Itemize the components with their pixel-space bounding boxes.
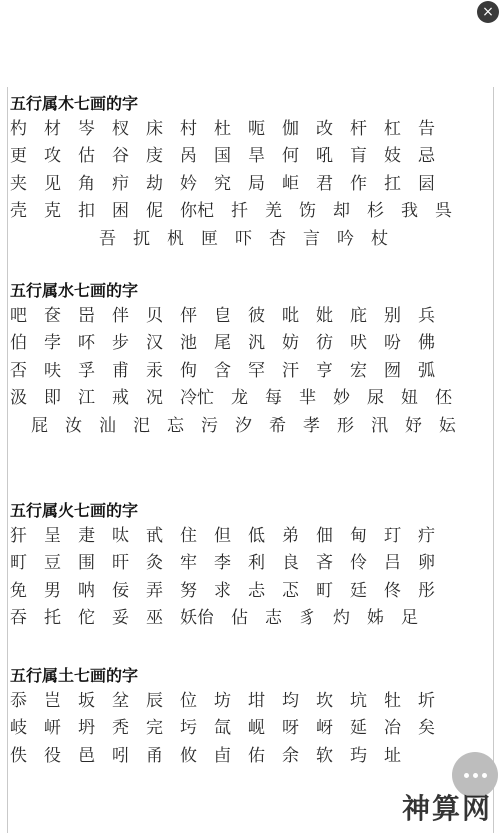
- character-item: 扤: [133, 228, 150, 249]
- char-row: [10, 357, 494, 385]
- character-item: 氙: [214, 718, 231, 739]
- character-item: 何: [282, 146, 299, 167]
- character-item: 困: [112, 201, 129, 222]
- close-icon: ×: [482, 4, 494, 20]
- character-item: 汎: [248, 333, 265, 354]
- char-row: [10, 522, 494, 550]
- character-item: 忝: [10, 690, 27, 711]
- char-row: [10, 687, 494, 715]
- character-item: 江: [78, 388, 95, 409]
- character-item: 汜: [133, 415, 150, 436]
- character-item: 姊: [367, 608, 384, 629]
- character-item: 杖: [371, 228, 388, 249]
- character-item: 攻: [44, 146, 61, 167]
- character-item: 圬: [180, 718, 197, 739]
- character-item: 巫: [146, 608, 163, 629]
- character-item: 冶: [384, 718, 401, 739]
- character-item: 旰: [112, 553, 129, 574]
- character-item: 庋: [146, 146, 163, 167]
- character-item: 攸: [180, 745, 197, 766]
- character-item: 妞: [401, 388, 418, 409]
- character-item: 址: [384, 745, 401, 766]
- char-row: [10, 715, 494, 743]
- character-item: 作: [350, 173, 367, 194]
- character-item: 岂: [44, 690, 61, 711]
- character-item: 岍: [44, 718, 61, 739]
- character-item: 忘: [167, 415, 184, 436]
- character-item: 役: [44, 745, 61, 766]
- character-item: 努: [180, 580, 197, 601]
- character-item: 足: [401, 608, 418, 629]
- character-item: 佃: [316, 525, 333, 546]
- character-item: 甙: [146, 525, 163, 546]
- character-item: 玎: [384, 525, 401, 546]
- character-item: 吝: [316, 553, 333, 574]
- character-item: 匣: [201, 228, 218, 249]
- section-title: 五行属水七画的字: [10, 281, 139, 300]
- char-grid: [10, 302, 494, 440]
- character-item: 汗: [282, 360, 299, 381]
- character-item: 否: [10, 360, 27, 381]
- character-item: 均: [282, 690, 299, 711]
- character-item: 疔: [418, 525, 435, 546]
- character-item: 杓: [10, 118, 27, 139]
- character-item: 佚: [10, 745, 27, 766]
- character-item: 杆: [350, 118, 367, 139]
- character-item: 软: [316, 745, 333, 766]
- character-item: 忑: [282, 580, 299, 601]
- character-item: 吲: [112, 745, 129, 766]
- character-item: 岑: [78, 118, 95, 139]
- character-item: 村: [180, 118, 197, 139]
- character-item: 吞: [10, 608, 27, 629]
- character-item: 扦: [231, 201, 248, 222]
- character-item: 吡: [282, 305, 299, 326]
- character-item: 求: [214, 580, 231, 601]
- character-item: 妣: [316, 305, 333, 326]
- character-item: 汝: [65, 415, 82, 436]
- character-item: 池: [180, 333, 197, 354]
- character-item: 劫: [146, 173, 163, 194]
- character-item: 吩: [384, 333, 401, 354]
- char-grid: [10, 687, 494, 770]
- character-item: 宏: [350, 360, 367, 381]
- character-item: 弧: [418, 360, 435, 381]
- character-item: 材: [44, 118, 61, 139]
- character-item: 弟: [282, 525, 299, 546]
- character-item: 呀: [282, 718, 299, 739]
- character-item: 皀: [214, 305, 231, 326]
- character-item: 玙: [350, 745, 367, 766]
- dot-icon: [482, 773, 487, 778]
- character-item: 呐: [78, 580, 95, 601]
- character-item: 彷: [316, 333, 333, 354]
- character-item: 屁: [31, 415, 48, 436]
- char-row: [10, 115, 494, 143]
- section-title: 五行属木七画的字: [10, 94, 139, 113]
- character-item: 戒: [112, 388, 129, 409]
- character-item: 牢: [180, 553, 197, 574]
- character-item: 汞: [146, 360, 163, 381]
- character-item: 吾: [99, 228, 116, 249]
- character-item: 亨: [316, 360, 333, 381]
- character-item: 廷: [350, 580, 367, 601]
- section-wood: [10, 93, 494, 253]
- character-item: 但: [214, 525, 231, 546]
- character-item: 佝: [180, 360, 197, 381]
- character-item: 吓: [235, 228, 252, 249]
- character-item: 吟: [337, 228, 354, 249]
- char-row: [10, 170, 494, 198]
- character-item: 汲: [10, 388, 27, 409]
- character-item: 孚: [78, 360, 95, 381]
- character-item: 奁: [44, 305, 61, 326]
- character-item: 伾: [435, 388, 452, 409]
- character-item: 忌: [418, 146, 435, 167]
- character-item: 坊: [214, 690, 231, 711]
- character-item: 良: [282, 553, 299, 574]
- char-row: [10, 412, 494, 440]
- character-item: 扣: [78, 201, 95, 222]
- character-item: 含: [214, 360, 231, 381]
- character-item: 吧: [10, 305, 27, 326]
- character-item: 彤: [418, 580, 435, 601]
- character-item: 贝: [146, 305, 163, 326]
- character-sheet: [7, 87, 494, 833]
- section-title: 五行属土七画的字: [10, 666, 139, 685]
- character-item: 町: [10, 553, 27, 574]
- dot-icon: [473, 773, 478, 778]
- character-item: 弄: [146, 580, 163, 601]
- character-item: 伶: [350, 553, 367, 574]
- character-item: 杏: [269, 228, 286, 249]
- character-item: 步: [112, 333, 129, 354]
- character-item: 形: [337, 415, 354, 436]
- section-earth: [10, 665, 494, 770]
- character-item: 坎: [316, 690, 333, 711]
- character-item: 坍: [78, 718, 95, 739]
- character-item: 克: [44, 201, 61, 222]
- dot-icon: [464, 773, 469, 778]
- watermark-logo: 神算网: [401, 792, 492, 825]
- character-item: 估: [78, 146, 95, 167]
- character-item: 岠: [282, 173, 299, 194]
- character-item: 羌: [265, 201, 282, 222]
- character-item: 孛: [44, 333, 61, 354]
- character-item: 杋: [167, 228, 184, 249]
- character-item: 我: [401, 201, 418, 222]
- character-item: 汐: [235, 415, 252, 436]
- character-item: 言: [303, 228, 320, 249]
- character-item: 呈: [44, 525, 61, 546]
- character-item: 男: [44, 580, 61, 601]
- character-item: 志: [265, 608, 282, 629]
- character-item: 甬: [146, 745, 163, 766]
- character-item: 妨: [282, 333, 299, 354]
- character-item: 托: [44, 608, 61, 629]
- character-item: 秃: [112, 718, 129, 739]
- character-item: 岊: [78, 305, 95, 326]
- character-item: 每: [265, 388, 282, 409]
- character-item: 坩: [248, 690, 265, 711]
- character-item: 呉: [435, 201, 452, 222]
- char-row: [10, 225, 494, 253]
- character-item: 改: [316, 118, 333, 139]
- character-item: 甫: [112, 360, 129, 381]
- character-item: 国: [214, 146, 231, 167]
- character-item: 疖: [112, 173, 129, 194]
- character-item: 妖佁: [180, 608, 214, 629]
- character-item: 佟: [384, 580, 401, 601]
- character-item: 杠: [384, 118, 401, 139]
- character-item: 灸: [146, 553, 163, 574]
- character-item: 佑: [248, 745, 265, 766]
- character-item: 佞: [112, 580, 129, 601]
- char-row: [10, 550, 494, 578]
- character-item: 尾: [214, 333, 231, 354]
- char-row: [10, 605, 494, 633]
- character-item: 妥: [112, 608, 129, 629]
- character-item: 延: [350, 718, 367, 739]
- char-row: [10, 385, 494, 413]
- char-grid: [10, 115, 494, 253]
- character-item: 牡: [384, 690, 401, 711]
- character-item: 究: [214, 173, 231, 194]
- character-item: 夹: [10, 173, 27, 194]
- character-item: 伻: [180, 305, 197, 326]
- character-item: 犴: [10, 525, 27, 546]
- character-item: 罕: [248, 360, 265, 381]
- character-item: 君: [316, 173, 333, 194]
- character-item: 伴: [112, 305, 129, 326]
- character-item: 况: [146, 388, 163, 409]
- character-item: 彼: [248, 305, 265, 326]
- section-fire: [10, 500, 494, 632]
- character-item: 污: [201, 415, 218, 436]
- character-item: 卣: [214, 745, 231, 766]
- character-item: 妗: [180, 173, 197, 194]
- character-item: 位: [180, 690, 197, 711]
- character-item: 尿: [367, 388, 384, 409]
- character-item: 更: [10, 146, 27, 167]
- character-item: 希: [269, 415, 286, 436]
- character-item: 町: [316, 580, 333, 601]
- character-item: 肓: [350, 146, 367, 167]
- character-item: 吠: [350, 333, 367, 354]
- close-button[interactable]: [477, 1, 499, 23]
- character-item: 坂: [78, 690, 95, 711]
- character-item: 饬: [299, 201, 316, 222]
- character-item: 坑: [350, 690, 367, 711]
- character-item: 灼: [333, 608, 350, 629]
- character-item: 李: [214, 553, 231, 574]
- character-item: 即: [44, 388, 61, 409]
- character-item: 伽: [282, 118, 299, 139]
- character-item: 谷: [112, 146, 129, 167]
- character-item: 岘: [248, 718, 265, 739]
- character-item: 住: [180, 525, 197, 546]
- character-item: 杈: [112, 118, 129, 139]
- character-item: 杉: [367, 201, 384, 222]
- character-item: 呙: [180, 146, 197, 167]
- character-item: 甸: [350, 525, 367, 546]
- character-item: 汉: [146, 333, 163, 354]
- character-item: 局: [248, 173, 265, 194]
- character-item: 杜: [214, 118, 231, 139]
- character-item: 完: [146, 718, 163, 739]
- character-item: 妤: [405, 415, 422, 436]
- character-item: 却: [333, 201, 350, 222]
- character-item: 旱: [248, 146, 265, 167]
- character-item: 囫: [384, 360, 401, 381]
- character-item: 伲: [146, 201, 163, 222]
- char-grid: [10, 522, 494, 632]
- character-item: 圻: [418, 690, 435, 711]
- character-item: 佗: [78, 608, 95, 629]
- character-item: 佛: [418, 333, 435, 354]
- character-item: 见: [44, 173, 61, 194]
- character-item: 免: [10, 580, 27, 601]
- character-item: 别: [384, 305, 401, 326]
- section-water: [10, 280, 494, 440]
- character-item: 汛: [371, 415, 388, 436]
- character-item: 矣: [418, 718, 435, 739]
- character-item: 囩: [418, 173, 435, 194]
- character-item: 汕: [99, 415, 116, 436]
- character-item: 妙: [333, 388, 350, 409]
- character-item: 呃: [248, 118, 265, 139]
- character-item: 围: [78, 553, 95, 574]
- character-item: 龙: [231, 388, 248, 409]
- character-item: 豆: [44, 553, 61, 574]
- character-item: 岈: [316, 718, 333, 739]
- character-item: 伯: [10, 333, 27, 354]
- character-item: 芈: [299, 388, 316, 409]
- character-item: 吥: [78, 333, 95, 354]
- character-item: 角: [78, 173, 95, 194]
- character-item: 呋: [44, 360, 61, 381]
- character-item: 佔: [231, 608, 248, 629]
- character-item: 忐: [248, 580, 265, 601]
- character-item: 疌: [78, 525, 95, 546]
- character-item: 邑: [78, 745, 95, 766]
- character-item: 吕: [384, 553, 401, 574]
- character-item: 告: [418, 118, 435, 139]
- character-item: 妓: [384, 146, 401, 167]
- character-item: 坌: [112, 690, 129, 711]
- character-item: 卵: [418, 553, 435, 574]
- character-item: 庇: [350, 305, 367, 326]
- char-row: [10, 742, 494, 770]
- character-item: 低: [248, 525, 265, 546]
- character-item: 冷忙: [180, 388, 214, 409]
- character-item: 辰: [146, 690, 163, 711]
- character-item: 岐: [10, 718, 27, 739]
- char-row: [10, 143, 494, 171]
- char-row: [10, 330, 494, 358]
- section-title: 五行属火七画的字: [10, 501, 139, 520]
- character-item: 余: [282, 745, 299, 766]
- character-item: 利: [248, 553, 265, 574]
- char-row: [10, 302, 494, 330]
- char-row: [10, 577, 494, 605]
- character-item: 豸: [299, 608, 316, 629]
- character-item: 吼: [316, 146, 333, 167]
- character-item: 兵: [418, 305, 435, 326]
- character-item: 呔: [112, 525, 129, 546]
- character-item: 壳: [10, 201, 27, 222]
- character-item: 床: [146, 118, 163, 139]
- char-row: [10, 198, 494, 226]
- character-item: 妘: [439, 415, 456, 436]
- character-item: 孝: [303, 415, 320, 436]
- character-item: 你杞: [180, 201, 214, 222]
- character-item: 扛: [384, 173, 401, 194]
